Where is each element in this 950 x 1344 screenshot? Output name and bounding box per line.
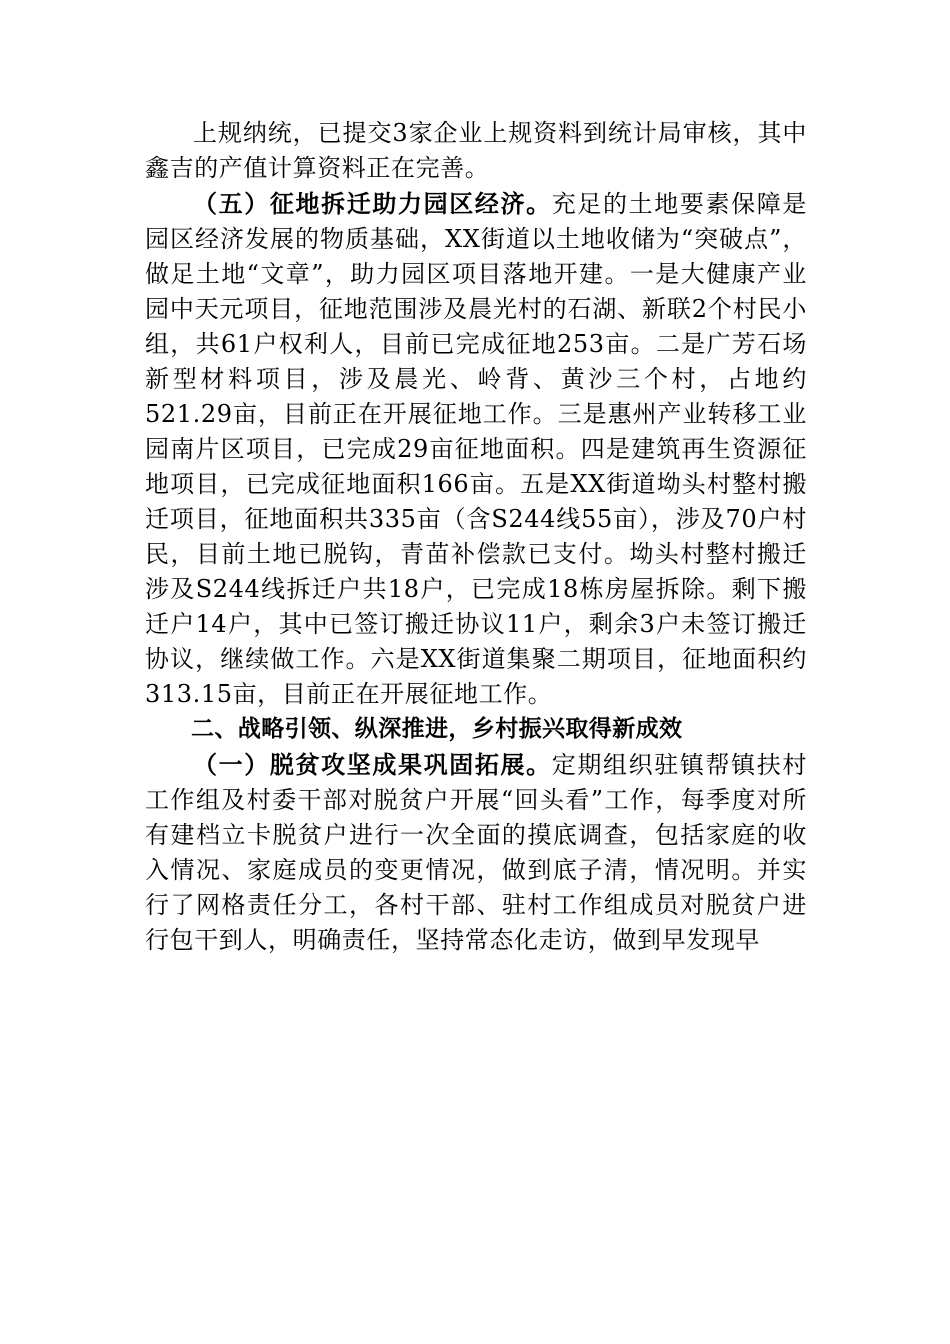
paragraph-continuation bbox=[145, 116, 807, 186]
section-1-body: 定期组织驻镇帮镇扶村工作组及村委干部对脱贫户开展“回头看”工作，每季度对所有建档立卡脱贫户进行一次全面的摸底调查，包括家庭的收入情况、家庭成员的变更情况，做到底子清，情况明。并实行了网格责任分工，各村干部、驻村工作组成员对脱贫户进行包干到人，明确责任，坚持常态化走访，做到早发现早 bbox=[145, 751, 807, 954]
document-body bbox=[145, 116, 807, 958]
paragraph-section-1 bbox=[145, 747, 807, 958]
section-5-title: （五）征地拆迁助力园区经济。 bbox=[193, 189, 552, 218]
section-5-body: 充足的土地要素保障是园区经济发展的物质基础，XX街道以土地收储为“突破点”，做足土地“文章”，助力园区项目落地开建。一是大健康产业园中天元项目，征地范围涉及晨光村的石湖、新联2个村民小组，共61户权利人，目前已完成征地253亩。二是广芳石场新型材料项目，涉及晨光、岭背、黄沙三个村，占地约521.29亩，目前正在开展征地工作。三是惠州产业转移工业园南片区项目，已完成29亩征地面积。四是建筑再生资源征地项目，已完成征地面积166亩。五是XX街道坳头村整村搬迁项目，征地面积共335亩（含S244线55亩），涉及70户村民，目前土地已脱钩，青苗补偿款已支付。坳头村整村搬迁涉及S244线拆迁户共18户，已完成18栋房屋拆除。剩下搬迁户14户，其中已签订搬迁协议11户，剩余3户未签订搬迁协议，继续做工作。六是XX街道集聚二期项目，征地面积约313.15亩，目前正在开展征地工作。 bbox=[145, 190, 807, 708]
paragraph-text: 上规纳统，已提交3家企业上规资料到统计局审核，其中鑫吉的产值计算资料正在完善。 bbox=[145, 119, 807, 182]
paragraph-section-5 bbox=[145, 186, 807, 712]
chapter-heading-2: 二、战略引领、纵深推进，乡村振兴取得新成效 bbox=[191, 716, 683, 742]
section-1-title: （一）脱贫攻坚成果巩固拓展。 bbox=[193, 750, 552, 779]
